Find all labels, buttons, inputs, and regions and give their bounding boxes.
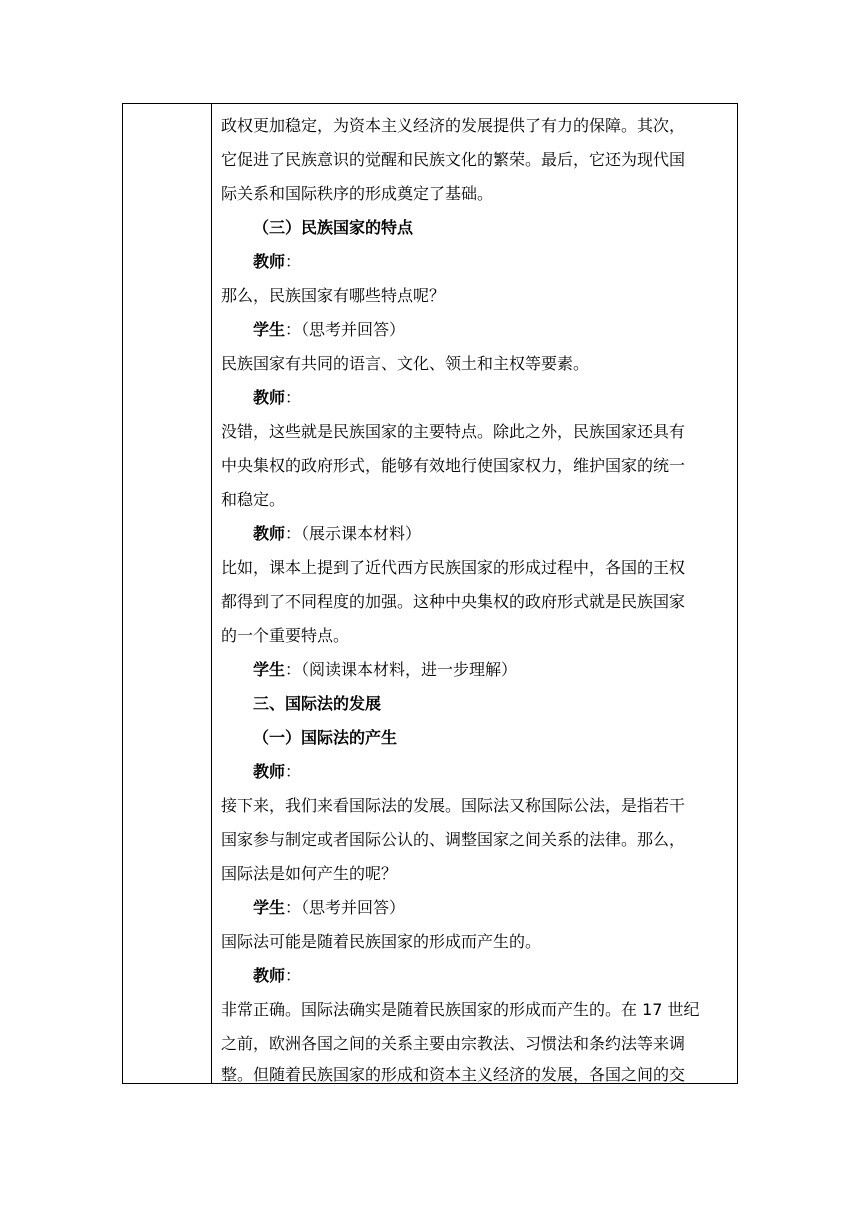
dialogue-line — [253, 898, 405, 918]
speaker-label: 学生 — [253, 320, 286, 339]
dialogue-line — [253, 660, 517, 680]
body-line: 政权更加稳定，为资本主义经济的发展提供了有力的保障。其次， — [221, 116, 686, 135]
body-line: 的一个重要特点。 — [221, 626, 350, 645]
speaker-label: 教师 — [253, 252, 286, 271]
content-column — [212, 104, 737, 1083]
dialogue-text: ： — [285, 762, 302, 781]
body-line: 国际法是如何产生的呢？ — [221, 864, 398, 883]
speaker-label: 学生 — [253, 898, 286, 917]
dialogue-line — [253, 524, 421, 544]
section-heading: （三）民族国家的特点 — [253, 218, 414, 237]
body-line: 民族国家有共同的语言、文化、领土和主权等要素。 — [221, 354, 590, 373]
section-heading: （一）国际法的产生 — [253, 728, 398, 747]
body-line: 中央集权的政府形式，能够有效地行使国家权力，维护国家的统一 — [221, 456, 686, 475]
body-line: 际关系和国际秩序的形成奠定了基础。 — [221, 184, 494, 203]
dialogue-text: ： — [285, 252, 302, 271]
body-line: 那么，民族国家有哪些特点呢？ — [221, 286, 446, 305]
speaker-label: 教师 — [253, 762, 286, 781]
body-line: 比如，课本上提到了近代西方民族国家的形成过程中，各国的王权 — [221, 558, 686, 577]
dialogue-line — [253, 320, 405, 340]
body-line: 它促进了民族意识的觉醒和民族文化的繁荣。最后，它还为现代国 — [221, 150, 686, 169]
body-line: 整。但随着民族国家的形成和资本主义经济的发展，各国之间的交 — [221, 1065, 686, 1084]
body-line: 非常正确。国际法确实是随着民族国家的形成而产生的。在 17 世纪 — [221, 1000, 700, 1019]
label-column — [123, 104, 212, 1083]
dialogue-text: ：（阅读课本材料，进一步理解） — [285, 660, 518, 679]
body-line: 国际法可能是随着民族国家的形成而产生的。 — [221, 932, 542, 951]
dialogue-text: ：（展示课本材料） — [285, 524, 422, 543]
body-line: 国家参与制定或者国际公认的、调整国家之间关系的法律。那么， — [221, 830, 686, 849]
dialogue-line — [253, 252, 301, 272]
dialogue-text: ： — [285, 966, 302, 985]
speaker-label: 教师 — [253, 966, 286, 985]
section-heading: 三、国际法的发展 — [253, 694, 382, 713]
body-line: 都得到了不同程度的加强。这种中央集权的政府形式就是民族国家 — [221, 592, 686, 611]
speaker-label: 学生 — [253, 660, 286, 679]
speaker-label: 教师 — [253, 388, 286, 407]
dialogue-text: ： — [285, 388, 302, 407]
body-line: 和稳定。 — [221, 490, 286, 509]
dialogue-line — [253, 966, 301, 986]
dialogue-line — [253, 388, 301, 408]
body-line: 接下来，我们来看国际法的发展。国际法又称国际公法，是指若干 — [221, 796, 686, 815]
lesson-table — [122, 103, 738, 1084]
dialogue-text: ：（思考并回答） — [285, 898, 406, 917]
dialogue-text: ：（思考并回答） — [285, 320, 406, 339]
speaker-label: 教师 — [253, 524, 286, 543]
body-line: 之前，欧洲各国之间的关系主要由宗教法、习惯法和条约法等来调 — [221, 1034, 686, 1053]
body-line: 没错，这些就是民族国家的主要特点。除此之外，民族国家还具有 — [221, 422, 686, 441]
dialogue-line — [253, 762, 301, 782]
